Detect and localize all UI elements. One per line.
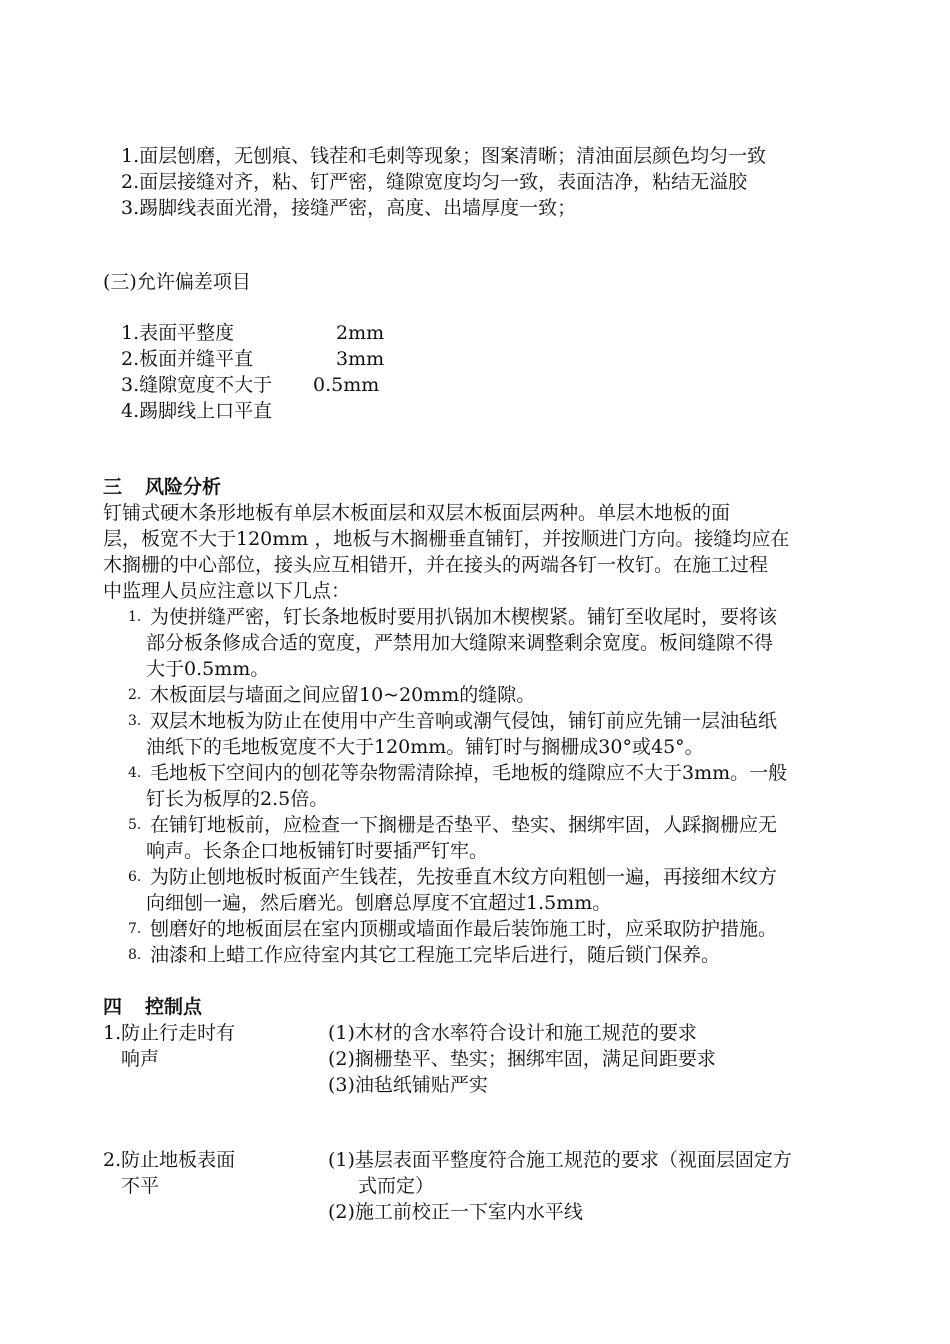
risk-item-number: 7.	[128, 921, 142, 937]
risk-item-line: 油纸下的毛地板宽度不大于120mm。铺钉时与搁栅成30°或45°。	[146, 736, 704, 758]
risk-item-number: 5.	[128, 817, 142, 833]
risk-item-line: 部分板条修成合适的宽度，严禁用加大缝隙来调整剩余宽度。板间缝隙不得	[146, 632, 774, 654]
risk-item-number: 8.	[128, 947, 142, 963]
control-problem: 1.防止行走时有	[103, 1022, 236, 1044]
control-problem: 2.防止地板表面	[103, 1149, 236, 1171]
risk-item-line: 钉长为板厚的2.5倍。	[146, 788, 329, 810]
intro-line: 木搁栅的中心部位，接头应互相错开，并在接头的两端各钉一枚钉。在施工过程	[103, 554, 769, 576]
control-problem: 不平	[121, 1175, 160, 1197]
section-number: 三	[103, 476, 123, 498]
deviation-value: 0.5mm	[313, 374, 380, 396]
risk-item-line: 木板面层与墙面之间应留10~20mm的缝隙。	[150, 684, 536, 706]
risk-item-line: 双层木地板为防止在使用中产生音响或潮气侵蚀，铺钉前应先铺一层油毡纸	[150, 710, 778, 732]
control-measure: (3)油毡纸铺贴严实	[328, 1074, 488, 1096]
control-measure: 式而定）	[358, 1175, 435, 1197]
deviation-label: 3.缝隙宽度不大于	[121, 374, 273, 396]
risk-item-line: 响声。长条企口地板铺钉时要插严钉牢。	[146, 840, 489, 862]
deviation-label: 2.板面并缝平直	[121, 348, 254, 370]
risk-item-line: 毛地板下空间内的刨花等杂物需清除掉，毛地板的缝隙应不大于3mm。一般	[150, 762, 788, 784]
deviation-label: 1.表面平整度	[121, 322, 235, 344]
risk-item-number: 3.	[128, 713, 142, 729]
risk-item-number: 2.	[128, 687, 142, 703]
risk-item-line: 油漆和上蜡工作应待室内其它工程施工完毕后进行，随后锁门保养。	[150, 944, 721, 966]
section-number: 四	[103, 996, 123, 1018]
control-problem: 响声	[121, 1048, 160, 1070]
control-measure: (2)施工前校正一下室内水平线	[328, 1201, 583, 1223]
risk-item-line: 为使拼缝严密，钉长条地板时要用扒锅加木楔楔紧。铺钉至收尾时，要将该	[150, 606, 778, 628]
quality-item: 1.面层刨磨，无刨痕、钱茬和毛刺等现象；图案清晰；清油面层颜色均匀一致	[121, 145, 767, 167]
deviation-value: 2mm	[336, 322, 385, 344]
section-heading: 风险分析	[145, 476, 222, 498]
risk-item-line: 大于0.5mm。	[146, 658, 270, 680]
risk-item-line: 在铺钉地板前，应检查一下搁栅是否垫平、垫实、捆绑牢固，人踩搁栅应无	[150, 814, 778, 836]
control-measure: (2)搁栅垫平、垫实；捆绑牢固，满足间距要求	[328, 1048, 716, 1070]
risk-item-line: 向细刨一遍，然后磨光。刨磨总厚度不宜超过1.5mm。	[146, 892, 612, 914]
risk-item-line: 刨磨好的地板面层在室内顶棚或墙面作最后装饰施工时，应采取防护措施。	[150, 918, 778, 940]
deviation-title: (三)允许偏差项目	[103, 271, 251, 293]
deviation-value: 3mm	[336, 348, 385, 370]
quality-item: 3.踢脚线表面光滑，接缝严密，高度、出墙厚度一致；	[121, 197, 577, 219]
risk-item-number: 1.	[128, 609, 142, 625]
deviation-label: 4.踢脚线上口平直	[121, 400, 273, 422]
intro-line: 中监理人员应注意以下几点：	[103, 580, 351, 602]
quality-item: 2.面层接缝对齐，粘、钉严密，缝隙宽度均匀一致，表面洁净，粘结无溢胶	[121, 171, 748, 193]
control-measure: (1)基层表面平整度符合施工规范的要求（视面层固定方	[328, 1149, 792, 1171]
risk-item-line: 为防止刨地板时板面产生钱茬，先按垂直木纹方向粗刨一遍，再接细木纹方	[150, 866, 778, 888]
intro-line: 层，板宽不大于120mm ，地板与木搁栅垂直铺钉，并按顺进门方向。接缝均应在	[103, 528, 790, 550]
section-heading: 控制点	[145, 996, 203, 1018]
control-measure: (1)木材的含水率符合设计和施工规范的要求	[328, 1022, 697, 1044]
risk-item-number: 4.	[128, 765, 142, 781]
risk-item-number: 6.	[128, 869, 142, 885]
intro-line: 钉铺式硬木条形地板有单层木板面层和双层木板面层两种。单层木地板的面	[103, 502, 731, 524]
